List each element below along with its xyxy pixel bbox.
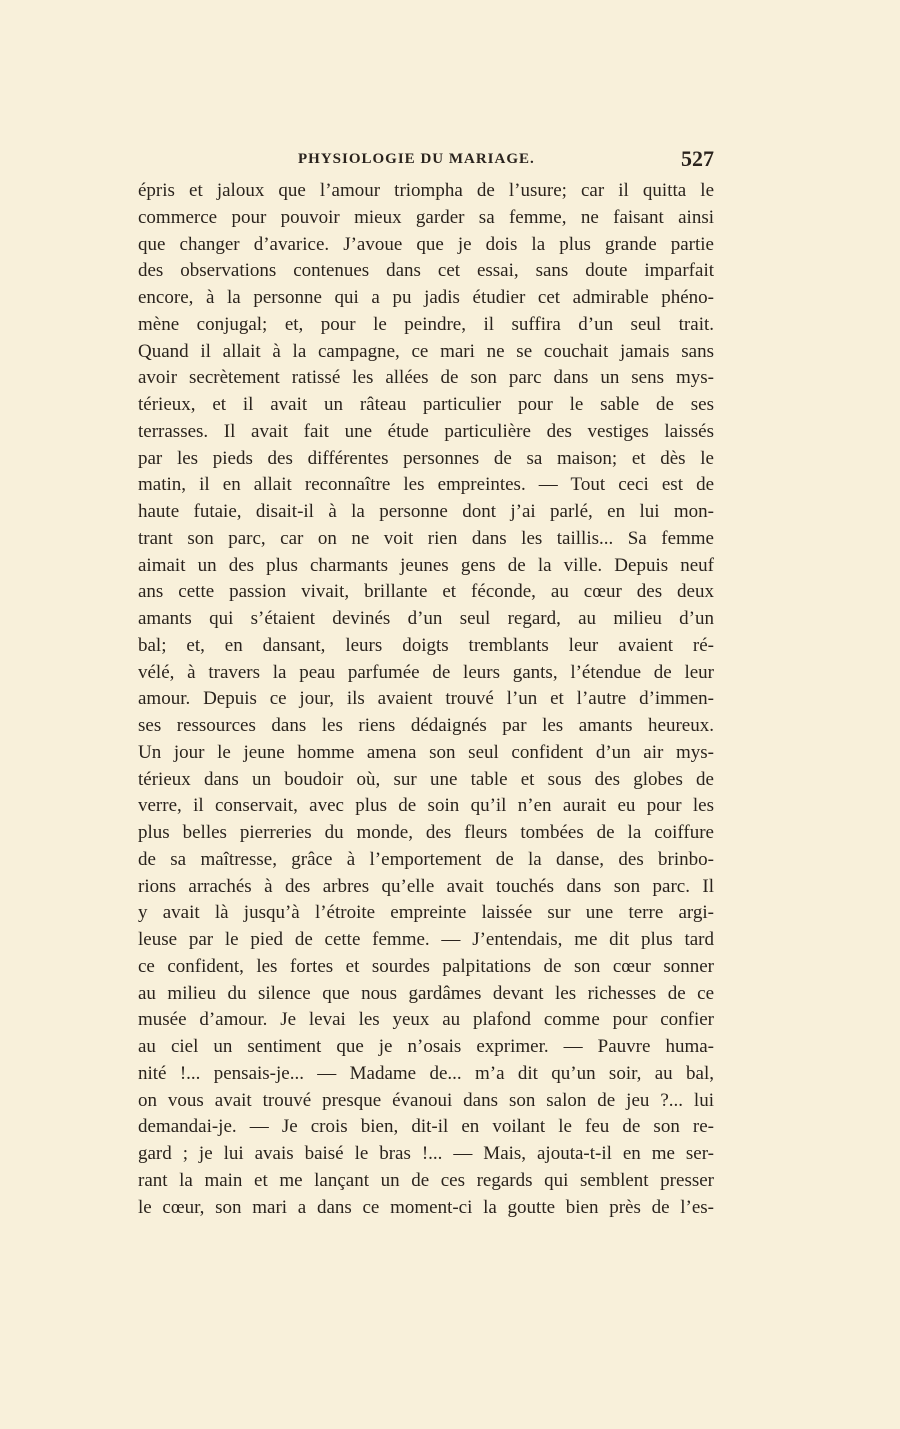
page-number: 527 <box>681 146 714 171</box>
text-line: au ciel un sentiment que je n’osais exprimer. — Pauvre huma- <box>138 1036 714 1057</box>
text-line: haute futaie, disait-il à la personne dont j’ai parlé, en lui mon- <box>138 501 714 522</box>
text-line: demandai-je. — Je crois bien, dit-il en voilant le feu de son re- <box>138 1116 714 1138</box>
text-line: Quand il allait à la campagne, ce mari ne se couchait jamais sans <box>138 340 714 362</box>
text-line: de sa maîtresse, grâce à l’emportement de la danse, des brinbo- <box>138 848 714 870</box>
text-line: leuse par le pied de cette femme. — J’entendais, me dit plus tard <box>138 929 714 950</box>
text-line: épris et jaloux que l’amour triompha de l’usure; car il quitta le <box>138 180 714 201</box>
text-line: avoir secrètement ratissé les allées de son parc dans un sens mys- <box>138 367 714 389</box>
text-line: par les pieds des différentes personnes de sa maison; et dès le <box>138 447 714 469</box>
text-line: amants qui s’étaient devinés d’un seul regard, au milieu d’un <box>138 608 714 629</box>
text-line: au milieu du silence que nous gardâmes devant les richesses de ce <box>138 982 714 1004</box>
text-line: verre, il conservait, avec plus de soin qu’il n’en aurait eu pour les <box>138 795 714 817</box>
text-line: le cœur, son mari a dans ce moment-ci la goutte bien près de l’es- <box>138 1196 714 1218</box>
text-line: ce confident, les fortes et sourdes palpitations de son cœur sonner <box>138 955 714 977</box>
page-header <box>138 148 714 174</box>
text-line: gard ; je lui avais baisé le bras !... — Mais, ajouta-t-il en me ser- <box>138 1143 714 1164</box>
running-title: PHYSIOLOGIE DU MARIAGE. <box>298 151 535 167</box>
text-line: y avait là jusqu’à l’étroite empreinte laissée sur une terre argi- <box>138 902 714 924</box>
text-line: rant la main et me lançant un de ces regards qui semblent presser <box>138 1169 714 1191</box>
text-line: commerce pour pouvoir mieux garder sa femme, ne faisant ainsi <box>138 206 714 228</box>
text-line: aimait un des plus charmants jeunes gens de la ville. Depuis neuf <box>138 554 714 576</box>
text-line: térieux dans un boudoir où, sur une table et sous des globes de <box>138 768 714 790</box>
text-line: on vous avait trouvé presque évanoui dans son salon de jeu ?... lui <box>138 1089 714 1111</box>
text-line: térieux, et il avait un râteau particulier pour le sable de ses <box>138 394 714 415</box>
text-line: ans cette passion vivait, brillante et féconde, au cœur des deux <box>138 581 714 603</box>
text-line: plus belles pierreries du monde, des fleurs tombées de la coiffure <box>138 822 714 843</box>
text-line: terrasses. Il avait fait une étude particulière des vestiges laissés <box>138 420 714 442</box>
text-line: ses ressources dans les riens dédaignés par les amants heureux. <box>138 715 714 736</box>
text-line: vélé, à travers la peau parfumée de leurs gants, l’étendue de leur <box>138 661 714 683</box>
text-line: trant son parc, car on ne voit rien dans les taillis... Sa femme <box>138 527 714 549</box>
text-line: bal; et, en dansant, leurs doigts tremblants leur avaient ré- <box>138 634 714 656</box>
text-line: mène conjugal; et, pour le peindre, il suffira d’un seul trait. <box>138 313 714 335</box>
text-line: rions arrachés à des arbres qu’elle avait touchés dans son parc. Il <box>138 875 714 897</box>
text-line: nité !... pensais-je... — Madame de... m’a dit qu’un soir, au bal, <box>138 1062 714 1084</box>
text-line: que changer d’avarice. J’avoue que je dois la plus grande partie <box>138 233 714 255</box>
text-line: des observations contenues dans cet essai, sans doute imparfait <box>138 260 714 282</box>
text-line: amour. Depuis ce jour, ils avaient trouvé l’un et l’autre d’immen- <box>138 688 714 710</box>
body-text <box>138 178 714 1221</box>
text-line: matin, il en allait reconnaître les empreintes. — Tout ceci est de <box>138 474 714 496</box>
text-line: musée d’amour. Je levai les yeux au plafond comme pour confier <box>138 1009 714 1031</box>
text-line: encore, à la personne qui a pu jadis étudier cet admirable phéno- <box>138 287 714 308</box>
text-line: Un jour le jeune homme amena son seul confident d’un air mys- <box>138 741 714 763</box>
